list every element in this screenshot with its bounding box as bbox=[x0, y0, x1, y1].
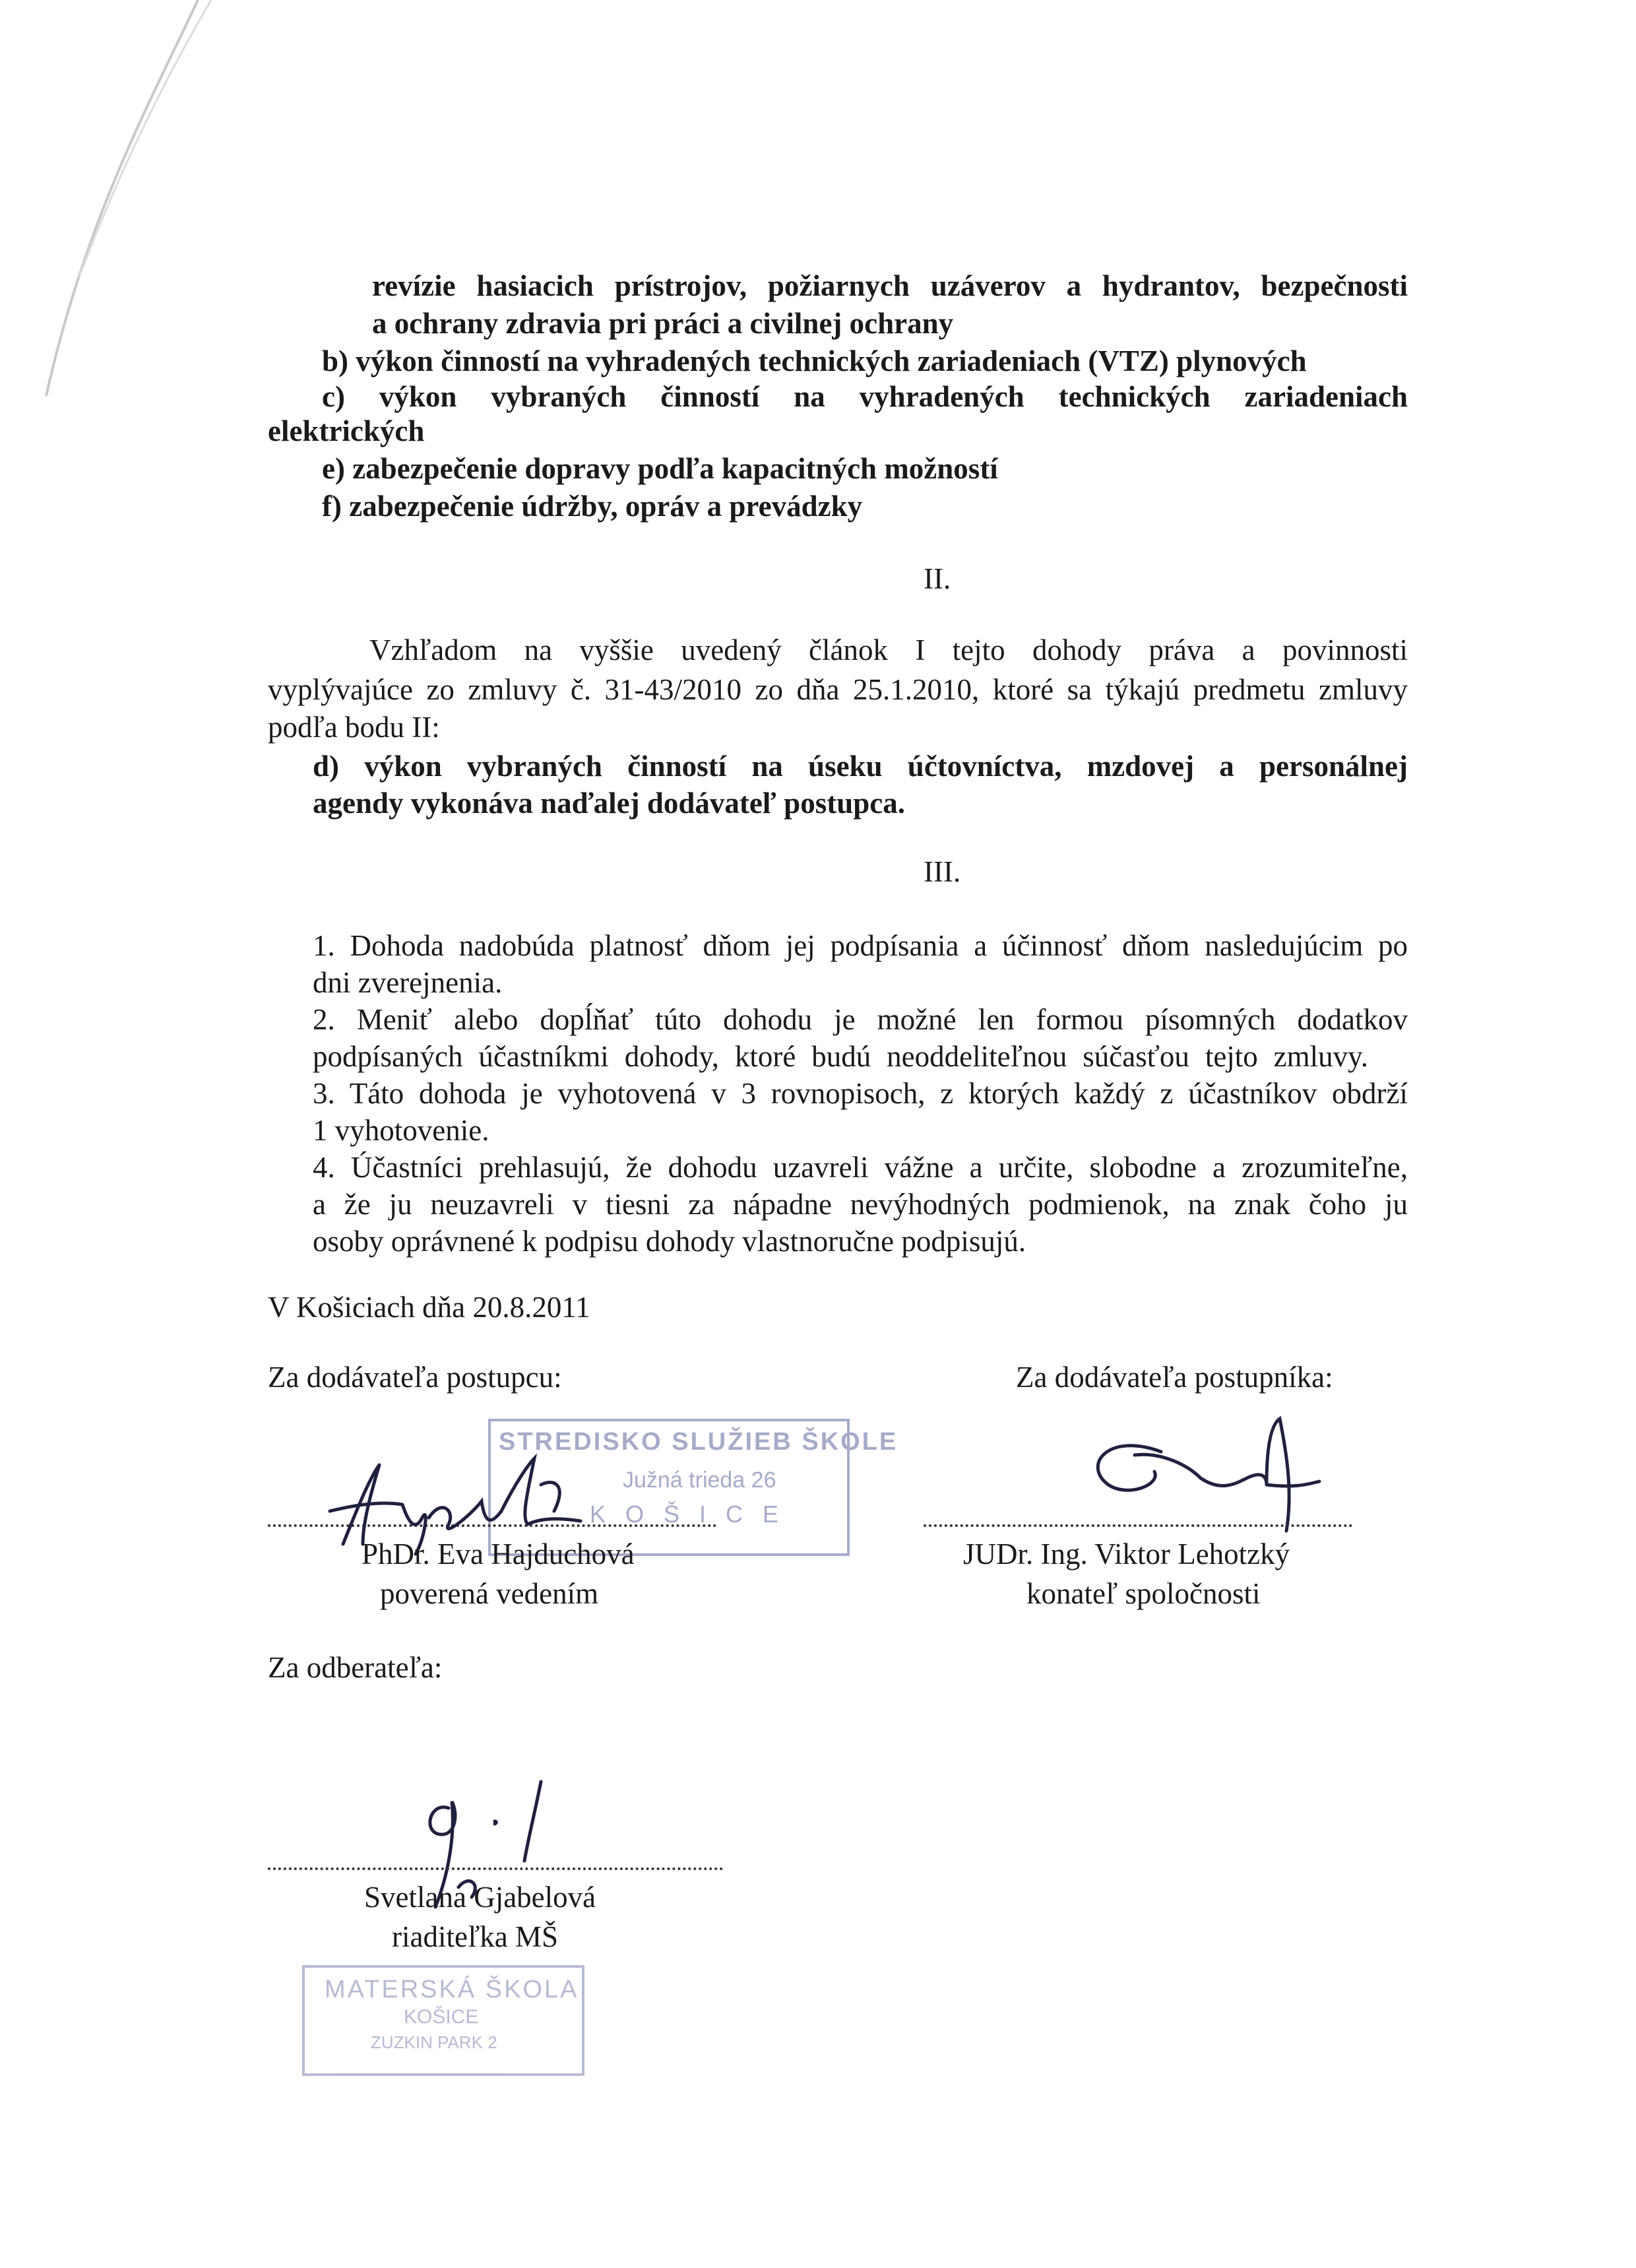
place-date: V Košiciach dňa 20.8.2011 bbox=[268, 1291, 590, 1324]
list-a-continuation-line-2: a ochrany zdravia pri práci a civilnej ochrany bbox=[372, 307, 954, 340]
handwritten-signature-lehotzky bbox=[1069, 1412, 1346, 1551]
stamp-line-3: K O Š I C E bbox=[590, 1501, 786, 1528]
section-2-paragraph-line-1: Vzhľadom na vyššie uvedený článok I tejto dohody práva a povinnosti bbox=[369, 633, 1408, 666]
supplier-assignor-label: Za dodávateľa postupcu: bbox=[268, 1361, 562, 1394]
section-3-point-4-line-3: osoby oprávnené k podpisu dohody vlastnoručne podpisujú. bbox=[313, 1225, 1026, 1258]
section-3-point-2-line-1: 2. Meniť alebo dopĺňať túto dohodu je možné len formou písomných dodatkov bbox=[313, 1003, 1408, 1036]
stamp-line-1: MATERSKÁ ŠKOLA bbox=[325, 1976, 579, 2003]
section-3-heading: III. bbox=[924, 855, 961, 888]
list-item-b: b) výkon činností na vyhradených technických zariadeniach (VTZ) plynových bbox=[322, 344, 1307, 377]
section-3-point-1-line-2: dni zverejnenia. bbox=[313, 966, 503, 999]
customer-label: Za odberateľa: bbox=[268, 1651, 443, 1684]
supplier-assignor-name: PhDr. Eva Hajduchová bbox=[362, 1538, 635, 1571]
signature-line-supplier-assignee bbox=[924, 1524, 1352, 1527]
list-a-continuation-line-1: revízie hasiacich prístrojov, požiarnych uzáverov a hydrantov, bezpečnosti bbox=[372, 269, 1408, 302]
list-item-c-line-2: elektrických bbox=[268, 414, 425, 447]
section-2-heading: II. bbox=[924, 562, 951, 595]
supplier-assignee-name: JUDr. Ing. Viktor Lehotzký bbox=[963, 1538, 1290, 1571]
customer-stamp bbox=[302, 1965, 584, 2076]
section-3-point-4-line-2: a že ju neuzavreli v tiesni za nápadne nevýhodných podmienok, na znak čoho ju bbox=[313, 1188, 1408, 1221]
section-2-paragraph-line-3: podľa bodu II: bbox=[268, 711, 440, 744]
section-2-paragraph-line-2: vyplývajúce zo zmluvy č. 31-43/2010 zo dňa 25.1.2010, ktoré sa týkajú predmetu zmluvy bbox=[268, 673, 1408, 706]
stamp-line-3: ZUZKIN PARK 2 bbox=[371, 2032, 497, 2052]
section-3-point-3-line-1: 3. Táto dohoda je vyhotovená v 3 rovnopisoch, z ktorých každý z účastníkov obdrží bbox=[313, 1077, 1408, 1110]
stamp-line-1: STREDISKO SLUŽIEB ŠKOLE bbox=[499, 1428, 898, 1456]
list-item-e: e) zabezpečenie dopravy podľa kapacitných možností bbox=[322, 452, 998, 485]
supplier-assignee-label: Za dodávateľa postupníka: bbox=[1016, 1361, 1333, 1394]
signature-line-customer bbox=[268, 1867, 723, 1870]
supplier-assignor-role: poverená vedením bbox=[380, 1577, 599, 1610]
list-item-f: f) zabezpečenie údržby, opráv a prevádzky bbox=[322, 490, 863, 523]
customer-name: Svetlana Gjabelová bbox=[364, 1881, 596, 1914]
list-item-c-line-1: c) výkon vybraných činností na vyhradených technických zariadeniach bbox=[322, 380, 1408, 413]
list-item-d-line-2: agendy vykonáva naďalej dodávateľ postupca. bbox=[313, 787, 905, 820]
customer-role: riaditeľka MŠ bbox=[392, 1920, 558, 1953]
section-3-point-4-line-1: 4. Účastníci prehlasujú, že dohodu uzavreli vážne a určite, slobodne a zrozumiteľne, bbox=[313, 1151, 1408, 1184]
section-3-point-1-line-1: 1. Dohoda nadobúda platnosť dňom jej podpísania a účinnosť dňom nasledujúcim po bbox=[313, 929, 1408, 962]
stamp-line-2: KOŠICE bbox=[404, 2006, 479, 2028]
stamp-line-2: Južná trieda 26 bbox=[623, 1468, 776, 1493]
section-3-point-2-line-2: podpísaných účastníkmi dohody, ktoré budú neoddeliteľnou súčasťou tejto zmluvy. bbox=[313, 1040, 1368, 1073]
scan-edge-artifact bbox=[0, 0, 218, 396]
supplier-assignee-role: konateľ spoločnosti bbox=[1026, 1577, 1261, 1610]
section-3-point-3-line-2: 1 vyhotovenie. bbox=[313, 1114, 489, 1147]
list-item-d-line-1: d) výkon vybraných činností na úseku účtovníctva, mzdovej a personálnej bbox=[313, 750, 1408, 783]
